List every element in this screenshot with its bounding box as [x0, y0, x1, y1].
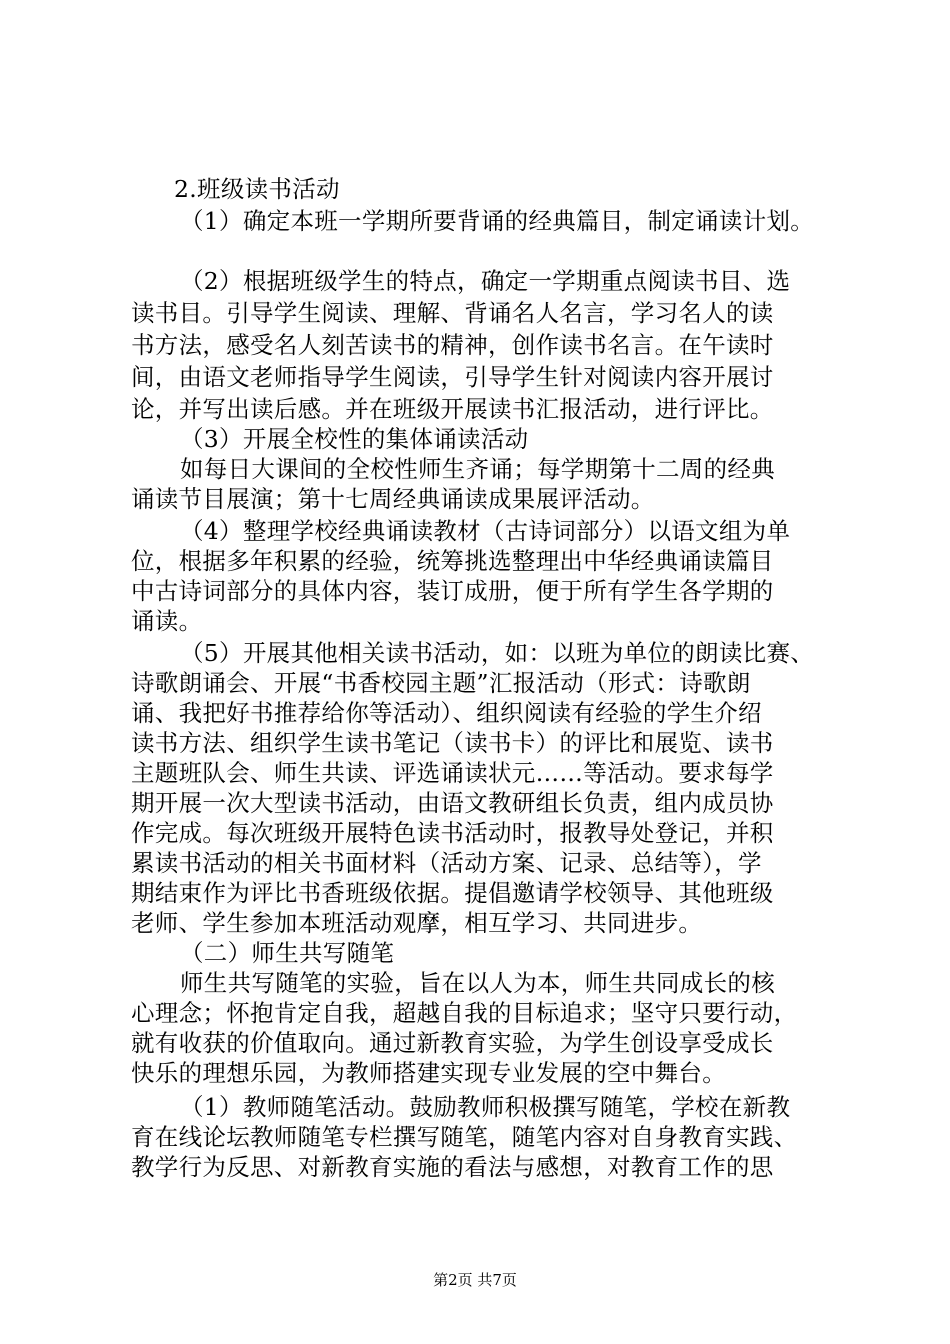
paragraph-line: （3）开展全校性的集体诵读活动 — [180, 425, 529, 453]
paragraph-line: （1）教师随笔活动。鼓励教师积极撰写随笔，学校在新教 — [180, 1093, 791, 1121]
paragraph-line: 论，并写出读后感。并在班级开展读书汇报活动，进行评比。 — [131, 395, 774, 423]
paragraph-line: 中古诗词部分的具体内容，装订成册，便于所有学生各学期的 — [131, 577, 774, 605]
paragraph-line: 诵、我把好书推荐给你等活动）、组织阅读有经验的学生介绍 — [131, 699, 762, 727]
section-heading-teacher-student-essays: （二）师生共写随笔 — [180, 939, 395, 967]
paragraph-line: 育在线论坛教师随笔专栏撰写随笔，随笔内容对自身教育实践、 — [131, 1123, 798, 1151]
paragraph-line: 书方法，感受名人刻苦读书的精神，创作读书名言。在午读时 — [131, 331, 774, 359]
paragraph-line: 快乐的理想乐园，为教师搭建实现专业发展的空中舞台。 — [131, 1059, 726, 1087]
paragraph-line: 期开展一次大型读书活动，由语文教研组长负责，组内成员协 — [131, 789, 774, 817]
paragraph-line: 如每日大课间的全校性师生齐诵；每学期第十二周的经典 — [180, 455, 775, 483]
paragraph-line: 作完成。每次班级开展特色读书活动时，报教导处登记，并积 — [131, 819, 774, 847]
paragraph-line: 主题班队会、师生共读、评选诵读状元……等活动。要求每学 — [131, 759, 774, 787]
paragraph-line: （1）确定本班一学期所要背诵的经典篇目，制定诵读计划。 — [180, 207, 815, 235]
page-footer: 第2页 共7页 — [433, 1271, 517, 1289]
paragraph-line: 诵读。 — [131, 607, 203, 635]
paragraph-line: 老师、学生参加本班活动观摩，相互学习、共同进步。 — [131, 909, 703, 937]
paragraph-line: （2）根据班级学生的特点，确定一学期重点阅读书目、选 — [180, 267, 791, 295]
paragraph-line: 师生共写随笔的实验，旨在以人为本，师生共同成长的核 — [180, 969, 775, 997]
paragraph-line: 诵读节目展演；第十七周经典诵读成果展评活动。 — [131, 485, 655, 513]
paragraph-line: （5）开展其他相关读书活动，如：以班为单位的朗读比赛、 — [180, 639, 815, 667]
paragraph-line: 位，根据多年积累的经验，统筹挑选整理出中华经典诵读篇目 — [131, 547, 774, 575]
paragraph-line: 诗歌朗诵会、开展“书香校园主题”汇报活动（形式：诗歌朗 — [131, 669, 751, 697]
section-heading-class-reading: 2.班级读书活动 — [174, 175, 340, 203]
paragraph-line: （4）整理学校经典诵读教材（古诗词部分）以语文组为单 — [180, 517, 791, 545]
paragraph-line: 期结束作为评比书香班级依据。提倡邀请学校领导、其他班级 — [131, 879, 774, 907]
paragraph-line: 就有收获的价值取向。通过新教育实验，为学生创设享受成长 — [131, 1029, 774, 1057]
paragraph-line: 教学行为反思、对新教育实施的看法与感想，对教育工作的思 — [131, 1153, 774, 1181]
paragraph-line: 累读书活动的相关书面材料（活动方案、记录、总结等），学 — [131, 849, 762, 877]
paragraph-line: 心理念；怀抱肯定自我，超越自我的目标追求；坚守只要行动， — [131, 999, 798, 1027]
paragraph-line: 间，由语文老师指导学生阅读，引导学生针对阅读内容开展讨 — [131, 363, 774, 391]
paragraph-line: 读书方法、组织学生读书笔记（读书卡）的评比和展览、读书 — [131, 729, 774, 757]
paragraph-line: 读书目。引导学生阅读、理解、背诵名人名言，学习名人的读 — [131, 299, 774, 327]
